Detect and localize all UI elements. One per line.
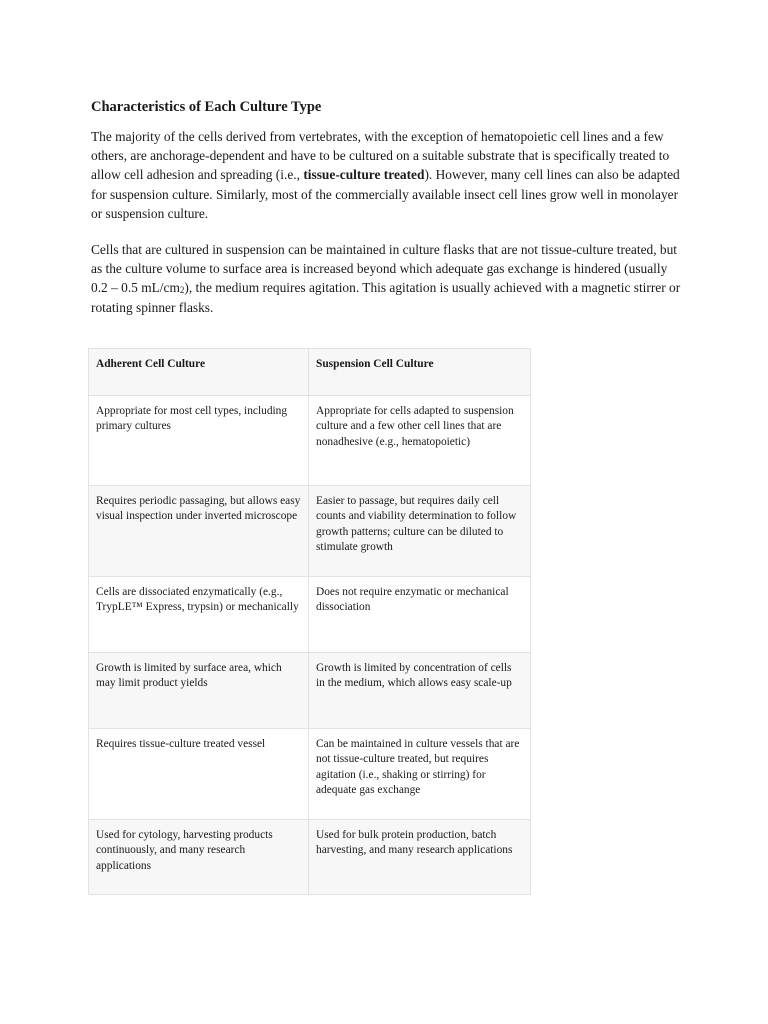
adherent-cell: Requires periodic passaging, but allows easy visual inspection under inverted microscope (89, 486, 309, 577)
table-row (89, 577, 531, 653)
paragraph-anchorage-bold-term: tissue-culture treated (303, 167, 425, 183)
header-adherent: Adherent Cell Culture (89, 349, 309, 396)
suspension-cell: Can be maintained in culture vessels that are not tissue-culture treated, but requires agitation (i.e., shaking or stirring) for adequate gas exchange (309, 729, 531, 820)
paragraph-suspension (91, 240, 681, 317)
suspension-cell: Easier to passage, but requires daily cell counts and viability determination to follow growth patterns; culture can be diluted to stimulate growth (309, 486, 531, 577)
paragraph-suspension-subscript: 2 (179, 285, 185, 296)
adherent-cell: Cells are dissociated enzymatically (e.g., TrypLE™ Express, trypsin) or mechanically (89, 577, 309, 653)
table-row (89, 486, 531, 577)
suspension-cell: Used for bulk protein production, batch harvesting, and many research applications (309, 820, 531, 895)
suspension-cell: Appropriate for cells adapted to suspension culture and a few other cell lines that are nonadhesive (e.g., hematopoietic) (309, 396, 531, 486)
paragraph-suspension-text-2: ), the medium requires agitation. This agitation is usually achieved with a magnetic stirrer or rotating spinner flasks. (91, 280, 681, 315)
suspension-cell: Growth is limited by concentration of cells in the medium, which allows easy scale-up (309, 653, 531, 729)
paragraph-suspension-text-1: Cells that are cultured in suspension can be maintained in culture flasks that are not tissue-culture treated, but as the culture volume to surface area is increased beyond which adequate gas exchange is hindered (usually 0.2 – 0.5 mL/cm (91, 242, 678, 296)
table-row (89, 653, 531, 729)
table-row (89, 729, 531, 820)
header-suspension: Suspension Cell Culture (309, 349, 531, 396)
table-row (89, 396, 531, 486)
culture-comparison-table (88, 348, 531, 895)
adherent-cell: Growth is limited by surface area, which may limit product yields (89, 653, 309, 729)
table-header-row (89, 349, 531, 396)
paragraph-anchorage-text-2: ). However, many cell lines can also be adapted for suspension culture. Similarly, most of the commercially available insect cell lines grow well in monolayer or suspension culture. (91, 167, 680, 221)
paragraph-anchorage-text-1: The majority of the cells derived from vertebrates, with the exception of hematopoietic cell lines and a few others, are anchorage-dependent and have to be cultured on a suitable substrate that is specifically treated to allow cell adhesion and spreading (i.e., (91, 129, 670, 183)
adherent-cell: Requires tissue-culture treated vessel (89, 729, 309, 820)
section-heading: Characteristics of Each Culture Type (91, 99, 322, 115)
adherent-cell: Used for cytology, harvesting products continuously, and many research applications (89, 820, 309, 895)
paragraph-anchorage (91, 127, 681, 223)
adherent-cell: Appropriate for most cell types, including primary cultures (89, 396, 309, 486)
suspension-cell: Does not require enzymatic or mechanical dissociation (309, 577, 531, 653)
table-row (89, 820, 531, 895)
